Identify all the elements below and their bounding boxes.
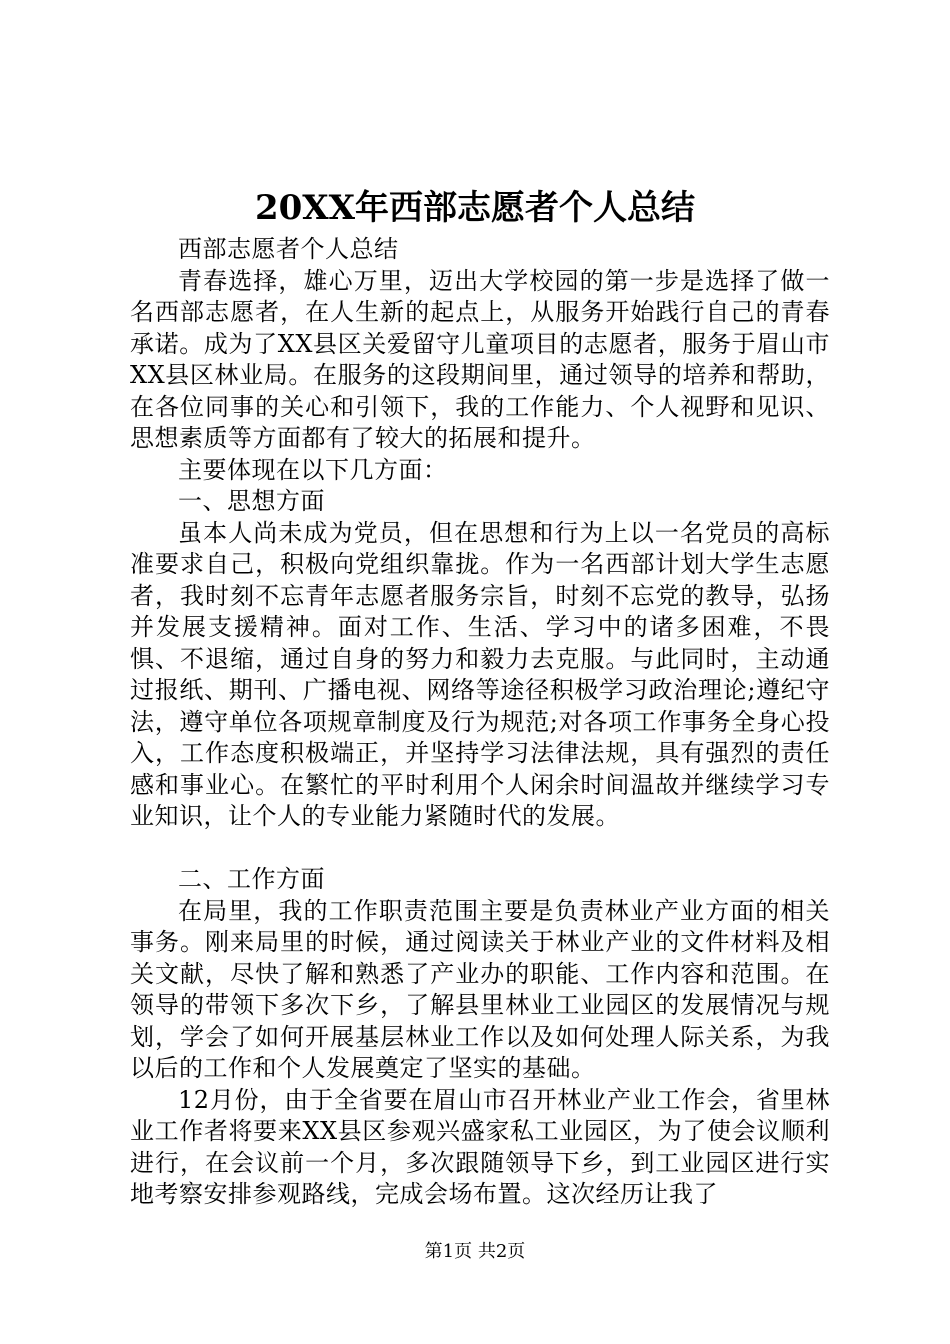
document-title: 20XX年西部志愿者个人总结 — [254, 188, 696, 228]
section-heading-work: 二、工作方面 — [178, 865, 325, 893]
paragraph-thought: 虽本人尚未成为党员，但在思想和行为上以一名党员的高标准要求自己，积极向党组织靠拢。作为一名西部计划大学生志愿者，我时刻不忘青年志愿者服务宗旨，时刻不忘党的教导，弘扬并发展支援精神。面对工作、生活、学习中的诸多困难，不畏惧、不退缩，通过自身的努力和毅力去克服。与此同时，主动通过报纸、期刊、广播电视、网络等途径积极学习政治理论;遵纪守法，遵守单位各项规章制度及行为规范;对各项工作事务全身心投入，工作态度积极端正，并坚持学习法律法规，具有强烈的责任感和事业心。在繁忙的平时利用个人闲余时间温故并继续学习专业知识，让个人的专业能力紧随时代的发展。 — [130, 518, 830, 830]
paragraph-work: 在局里，我的工作职责范围主要是负责林业产业方面的相关事务。刚来局里的时候，通过阅读关于林业产业的文件材料及相关文献，尽快了解和熟悉了产业办的职能、工作内容和范围。在领导的带领下多次下乡，了解县里林业工业园区的发展情况与规划，学会了如何开展基层林业工作以及如何处理人际关系，为我以后的工作和个人发展奠定了坚实的基础。 — [130, 896, 830, 1082]
paragraph-summary-lead: 主要体现在以下几方面： — [178, 455, 448, 484]
paragraph-subtitle: 西部志愿者个人总结 — [178, 235, 399, 263]
page-footer: 第1页 共2页 — [424, 1241, 526, 1262]
document-body — [130, 234, 830, 1211]
section-heading-thought: 一、思想方面 — [178, 487, 325, 515]
paragraph-intro: 青春选择，雄心万里，迈出大学校园的第一步是选择了做一名西部志愿者，在人生新的起点上，从服务开始践行自己的青春承诺。成为了XX县区关爱留守儿童项目的志愿者，服务于眉山市XX县区林业局。在服务的这段期间里，通过领导的培养和帮助，在各位同事的关心和引领下，我的工作能力、个人视野和见识、思想素质等方面都有了较大的拓展和提升。 — [130, 266, 830, 452]
blank-line — [130, 833, 830, 865]
paragraph-december: 12月份，由于全省要在眉山市召开林业产业工作会，省里林业工作者将要来XX县区参观兴盛家私工业园区，为了使会议顺利进行，在会议前一个月，多次跟随领导下乡，到工业园区进行实地考察安排参观路线，完成会场布置。这次经历让我了 — [130, 1085, 830, 1208]
